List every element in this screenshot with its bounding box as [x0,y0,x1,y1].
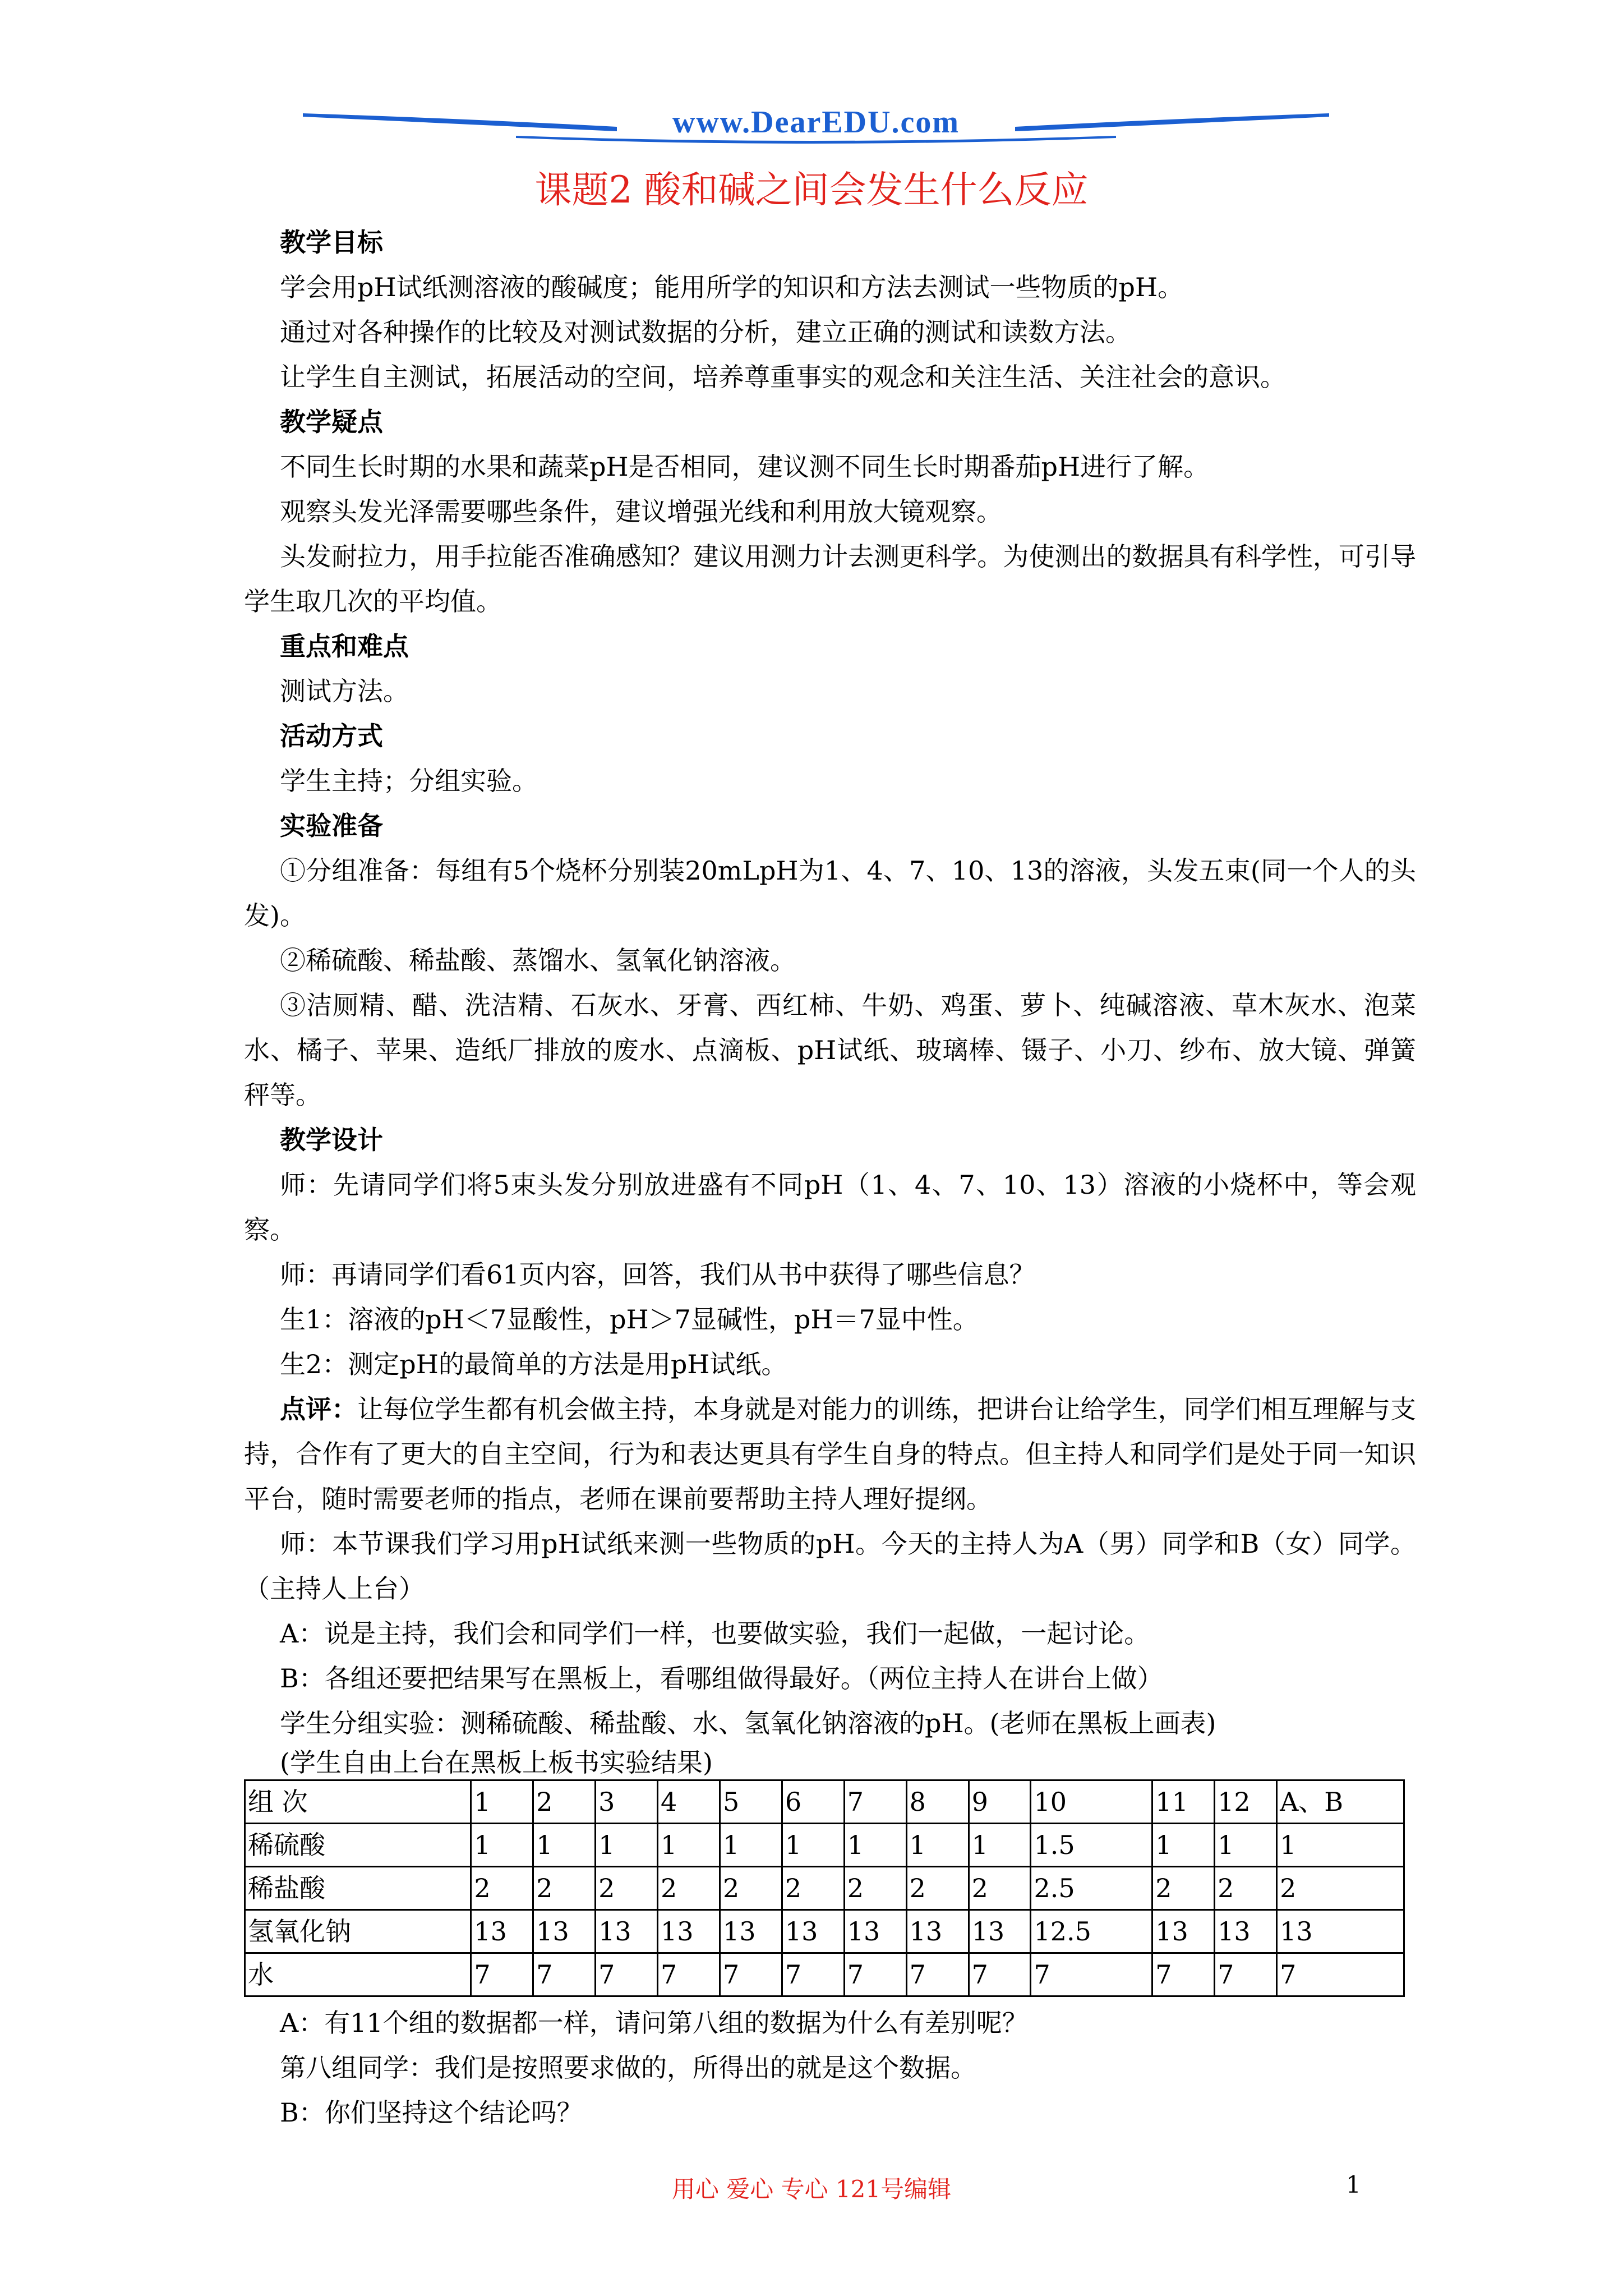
design-3: 生1：溶液的pH＜7显酸性，pH＞7显碱性，pH＝7显中性。 [280,1304,979,1335]
table-cell: 13 [969,1910,1031,1953]
table-cell: 1 [782,1824,844,1867]
table-caption: (学生自由上台在黑板上板书实验结果) [280,1747,713,1778]
after-table-3: B：你们坚持这个结论吗？ [280,2097,583,2128]
comment-text: 让每位学生都有机会做主持，本身就是对能力的训练，把讲台让给学生，同学们相互理解与支持，合作有了更大的自主空间，行为和表达更具有学生自身的特点。但主持人和同学们是处于同一知识平台，随时需要老师的指点，老师在课前要帮助主持人理好提纲。 [244,1394,1417,1514]
document-body [244,220,1416,2135]
goal-2: 通过对各种操作的比较及对测试数据的分析，建立正确的测试和读数方法。 [280,317,1131,347]
prep-3: ③洁厕精、醋、洗洁精、石灰水、牙膏、西红柿、牛奶、鸡蛋、萝卜、纯碱溶液、草木灰水、泡菜水、橘子、苹果、造纸厂排放的废水、点滴板、pH试纸、玻璃棒、镊子、小刀、纱布、放大镜、弹簧秤等。 [244,990,1416,1110]
table-cell: 2 [1152,1867,1215,1910]
table-cell: 7 [533,1953,596,1996]
table-header-cell: 4 [658,1780,720,1824]
table-cell: 13 [844,1910,906,1953]
table-cell: 2 [844,1867,906,1910]
page-title: 课题2 酸和碱之间会发生什么反应 [534,168,1089,211]
prep-heading: 实验准备 [280,811,383,841]
site-url: www.DearEDU.com [672,105,960,140]
table-cell: 12.5 [1031,1910,1152,1953]
table-header-cell: 6 [782,1780,844,1824]
key-text: 测试方法。 [280,676,409,706]
table-cell: 2 [533,1867,596,1910]
doubt-1: 不同生长时期的水果和蔬菜pH是否相同，建议测不同生长时期番茄pH进行了解。 [280,452,1210,482]
design-heading: 教学设计 [280,1125,383,1155]
table-cell: 13 [782,1910,844,1953]
table-header-cell: 2 [533,1780,596,1824]
design-2: 师：再请同学们看61页内容，回答，我们从书中获得了哪些信息？ [280,1259,1035,1290]
table-cell: 2 [596,1867,658,1910]
table-cell: 2 [906,1867,969,1910]
table-cell: 7 [969,1953,1031,1996]
table-cell: 2 [1277,1867,1404,1910]
table-cell: 1 [658,1824,720,1867]
table-cell: 2 [782,1867,844,1910]
table-cell: 13 [596,1910,658,1953]
table-cell: 1 [533,1824,596,1867]
key-heading: 重点和难点 [280,631,409,661]
site-banner [303,107,1329,146]
table-header-cell: 11 [1152,1780,1215,1824]
activity-heading: 活动方式 [280,721,383,751]
table-cell: 7 [596,1953,658,1996]
table-cell: 1 [1152,1824,1215,1867]
comment-label: 点评： [280,1394,358,1424]
table-cell: 13 [471,1910,533,1953]
after-table-1: A：有11个组的数据都一样，请问第八组的数据为什么有差别呢？ [280,2008,1028,2038]
table-header-cell: 1 [471,1780,533,1824]
table-cell: 1 [969,1824,1031,1867]
table-cell: 1 [906,1824,969,1867]
table-cell: 1 [596,1824,658,1867]
design-4: 生2：测定pH的最简单的方法是用pH试纸。 [280,1349,787,1379]
table-header-cell: 3 [596,1780,658,1824]
table-header-cell: 10 [1031,1780,1152,1824]
table-cell: 7 [906,1953,969,1996]
table-header-cell: 组 次 [245,1780,471,1824]
table-cell: 2.5 [1031,1867,1152,1910]
table-cell: 7 [844,1953,906,1996]
table-cell: 7 [471,1953,533,1996]
table-cell: 1 [844,1824,906,1867]
goal-1: 学会用pH试纸测溶液的酸碱度；能用所学的知识和方法去测试一些物质的pH。 [280,272,1184,302]
goals-heading: 教学目标 [280,227,383,257]
table-cell: 7 [1031,1953,1152,1996]
doubt-2: 观察头发光泽需要哪些条件，建议增强光线和利用放大镜观察。 [280,496,1002,527]
table-cell: 7 [782,1953,844,1996]
table-row [245,1867,1404,1910]
table-header-cell: 7 [844,1780,906,1824]
table-cell: 13 [658,1910,720,1953]
table-cell: 13 [720,1910,782,1953]
table-header-cell: 5 [720,1780,782,1824]
table-cell: 7 [720,1953,782,1996]
prep-2: ②稀硫酸、稀盐酸、蒸馏水、氢氧化钠溶液。 [280,945,796,976]
table-cell: 13 [1277,1910,1404,1953]
table-cell: 1 [1215,1824,1277,1867]
after-table-2: 第八组同学：我们是按照要求做的，所得出的就是这个数据。 [280,2053,976,2083]
goal-3: 让学生自主测试，拓展活动的空间，培养尊重事实的观念和关注生活、关注社会的意识。 [280,362,1286,392]
table-cell: 1 [1277,1824,1404,1867]
results-table [244,1779,1405,1997]
dialog-3: B：各组还要把结果写在黑板上，看哪组做得最好。（两位主持人在讲台上做） [280,1663,1163,1694]
table-header-cell: A、B [1277,1780,1404,1824]
table-cell: 2 [658,1867,720,1910]
table-cell: 1 [471,1824,533,1867]
table-row-label: 稀盐酸 [245,1867,471,1910]
table-cell: 1.5 [1031,1824,1152,1867]
prep-1: ①分组准备：每组有5个烧杯分别装20mLpH为1、4、7、10、13的溶液，头发五束(同一个人的头发)。 [244,855,1416,931]
dialog-4: 学生分组实验：测稀硫酸、稀盐酸、水、氢氧化钠溶液的pH。(老师在黑板上画表) [280,1708,1216,1738]
table-cell: 7 [1152,1953,1215,1996]
table-cell: 7 [658,1953,720,1996]
table-row [245,1953,1404,1996]
comment-paragraph [244,1387,1416,1521]
table-cell: 7 [1277,1953,1404,1996]
doubts-heading: 教学疑点 [280,407,383,437]
table-header-cell: 12 [1215,1780,1277,1824]
activity-text: 学生主持；分组实验。 [280,766,538,796]
footer-text: 用心 爱心 专心 121号编辑 [671,2175,952,2203]
table-row-label: 水 [245,1953,471,1996]
table-cell: 2 [1215,1867,1277,1910]
table-cell: 13 [906,1910,969,1953]
table-row [245,1824,1404,1867]
table-cell: 2 [471,1867,533,1910]
dialog-2: A：说是主持，我们会和同学们一样，也要做实验，我们一起做，一起讨论。 [280,1618,1150,1649]
table-cell: 2 [720,1867,782,1910]
table-cell: 13 [533,1910,596,1953]
table-row-label: 稀硫酸 [245,1824,471,1867]
table-cell: 1 [720,1824,782,1867]
table-header-row [245,1780,1404,1824]
table-row [245,1910,1404,1953]
table-cell: 13 [1215,1910,1277,1953]
page-number: 1 [1346,2171,1361,2198]
table-row-label: 氢氧化钠 [245,1910,471,1953]
table-cell: 7 [1215,1953,1277,1996]
dialog-1: 师：本节课我们学习用pH试纸来测一些物质的pH。今天的主持人为A（男）同学和B（女）同学。（主持人上台） [244,1529,1416,1604]
table-header-cell: 9 [969,1780,1031,1824]
table-header-cell: 8 [906,1780,969,1824]
table-cell: 13 [1152,1910,1215,1953]
table-cell: 2 [969,1867,1031,1910]
design-1: 师：先请同学们将5束头发分别放进盛有不同pH（1、4、7、10、13）溶液的小烧杯中，等会观察。 [244,1170,1416,1245]
doubt-3: 头发耐拉力，用手拉能否准确感知？建议用测力计去测更科学。为使测出的数据具有科学性，可引导学生取几次的平均值。 [244,541,1416,616]
